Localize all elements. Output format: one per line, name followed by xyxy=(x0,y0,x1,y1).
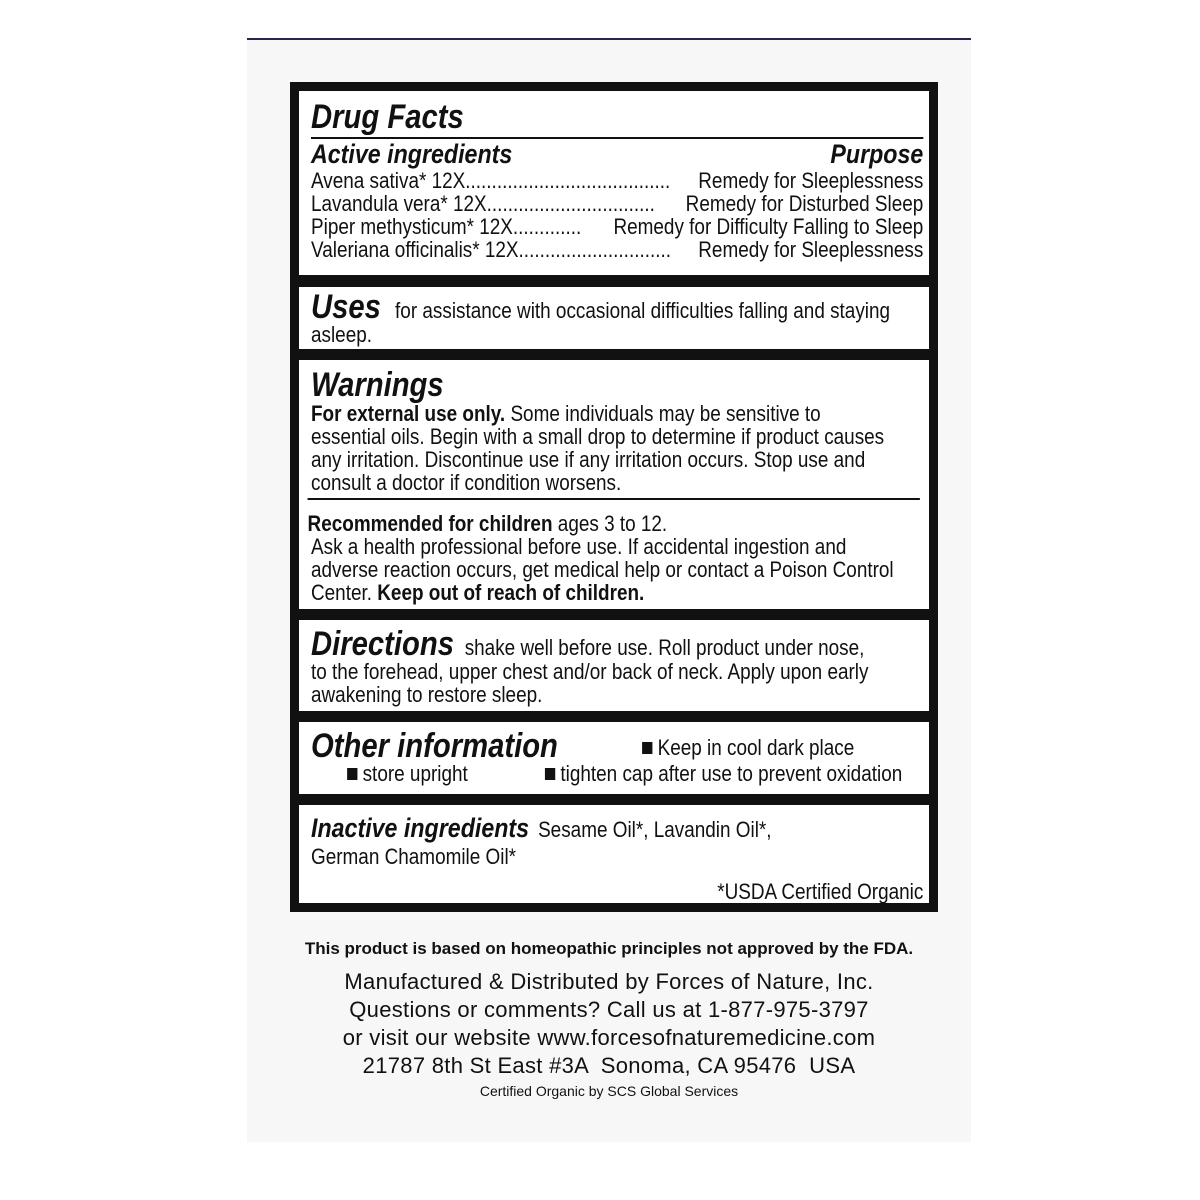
ingredient-name: Avena sativa* 12X xyxy=(311,168,466,193)
leader-dots: ....................................... xyxy=(465,168,671,193)
bullet-square-icon xyxy=(545,768,555,780)
organic-note: *USDA Certified Organic xyxy=(717,879,924,904)
inactive-line1 xyxy=(311,813,941,843)
ingredient-name: Lavandula vera* 12X xyxy=(311,191,487,216)
leader-dots: ................................ xyxy=(486,191,655,216)
ingredient-purpose: Remedy for Sleeplessness xyxy=(698,168,924,193)
warnings-heading: Warnings xyxy=(311,366,444,404)
directions-section xyxy=(299,620,929,711)
active-ingredients-heading: Active ingredients xyxy=(311,139,513,169)
warning-text: any irritation. Discontinue use if any irritation occurs. Stop use and xyxy=(311,447,866,472)
directions-text: to the forehead, upper chest and/or back of neck. Apply upon early xyxy=(311,659,869,684)
external-use-bold: For external use only. xyxy=(311,401,506,426)
warnings-divider xyxy=(308,498,920,500)
keep-out-of-reach: Keep out of reach of children. xyxy=(377,580,645,605)
warnings-content xyxy=(307,360,941,605)
children-warning-text: Ask a health professional before use. If accidental ingestion and xyxy=(311,534,847,559)
external-use-line xyxy=(311,402,941,425)
fda-disclaimer: This product is based on homeopathic principles not approved by the FDA. xyxy=(304,939,914,958)
ingredient-row xyxy=(311,238,923,261)
uses-line1 xyxy=(311,288,891,326)
warning-text: consult a doctor if condition worsens. xyxy=(311,470,622,495)
other-info-item-text: Keep in cool dark place xyxy=(657,735,855,760)
ingredient-row xyxy=(311,169,923,192)
directions-heading: Directions xyxy=(311,625,454,663)
inactive-ingredients-content xyxy=(311,805,941,903)
other-info-row1 xyxy=(311,727,941,765)
uses-section xyxy=(299,287,929,349)
website-line: or visit our website www.forcesofnaturemedicine.com xyxy=(342,1025,876,1050)
ingredient-name: Piper methysticum* 12X xyxy=(311,214,513,239)
directions-text: shake well before use. Roll product under nose, xyxy=(464,635,865,660)
bullet-square-icon xyxy=(347,768,357,780)
ingredient-row xyxy=(311,192,923,215)
other-info-item-text: store upright xyxy=(362,761,468,786)
other-info-item xyxy=(347,762,468,785)
inactive-ingredients-section xyxy=(299,805,929,903)
uses-heading: Uses xyxy=(311,288,381,326)
ingredient-purpose: Remedy for Difficulty Falling to Sleep xyxy=(613,214,924,239)
children-warning-start: Center. xyxy=(311,580,373,605)
directions-line1 xyxy=(311,625,865,663)
other-info-row2 xyxy=(311,762,941,786)
children-bold: Recommended for children xyxy=(307,511,553,536)
other-info-item xyxy=(642,736,854,759)
other-information-content xyxy=(311,722,941,786)
ingredient-row xyxy=(311,215,923,238)
leader-dots: ............................. xyxy=(518,237,672,262)
manufacturer-line: Manufactured & Distributed by Forces of Nature, Inc. xyxy=(344,969,874,994)
active-ingredients-section xyxy=(299,91,929,275)
warning-text: essential oils. Begin with a small drop to determine if product causes xyxy=(311,424,885,449)
inactive-text: Sesame Oil*, Lavandin Oil*, xyxy=(538,817,772,842)
leader-dots: ............. xyxy=(512,214,582,239)
active-header-row xyxy=(311,139,923,169)
drug-facts-box xyxy=(290,82,938,912)
children-warning-text: adverse reaction occurs, get medical help or contact a Poison Control xyxy=(311,557,894,582)
external-use-text: Some individuals may be sensitive to xyxy=(510,401,821,426)
active-ingredients-content xyxy=(311,91,941,261)
certification-line: Certified Organic by SCS Global Services xyxy=(479,1083,739,1099)
other-information-section xyxy=(299,722,929,794)
other-information-heading: Other information xyxy=(311,727,558,765)
ingredient-purpose: Remedy for Disturbed Sleep xyxy=(685,191,924,216)
uses-content xyxy=(311,287,891,347)
manufacturer-info xyxy=(247,968,971,1080)
inactive-text: German Chamomile Oil* xyxy=(311,844,517,869)
uses-text: for assistance with occasional difficulties falling and staying xyxy=(395,298,891,323)
directions-text: awakening to restore sleep. xyxy=(311,682,543,707)
children-line xyxy=(308,512,941,535)
other-info-item xyxy=(545,762,902,785)
children-warning-text-end xyxy=(311,581,941,604)
questions-line: Questions or comments? Call us at 1-877-975-3797 xyxy=(349,997,869,1022)
purpose-heading: Purpose xyxy=(830,139,924,169)
uses-text-cont: asleep. xyxy=(311,322,373,347)
ingredient-name: Valeriana officinalis* 12X xyxy=(311,237,519,262)
ingredient-purpose: Remedy for Sleeplessness xyxy=(698,237,924,262)
warnings-section xyxy=(299,360,929,609)
children-text: ages 3 to 12. xyxy=(557,511,668,536)
inactive-ingredients-heading: Inactive ingredients xyxy=(311,813,530,843)
drug-facts-title: Drug Facts xyxy=(311,98,464,136)
other-info-item-text: tighten cap after use to prevent oxidation xyxy=(560,761,903,786)
address-line: 21787 8th St East #3A Sonoma, CA 95476 USA xyxy=(362,1053,856,1078)
bullet-square-icon xyxy=(642,742,652,754)
directions-content xyxy=(311,620,869,707)
